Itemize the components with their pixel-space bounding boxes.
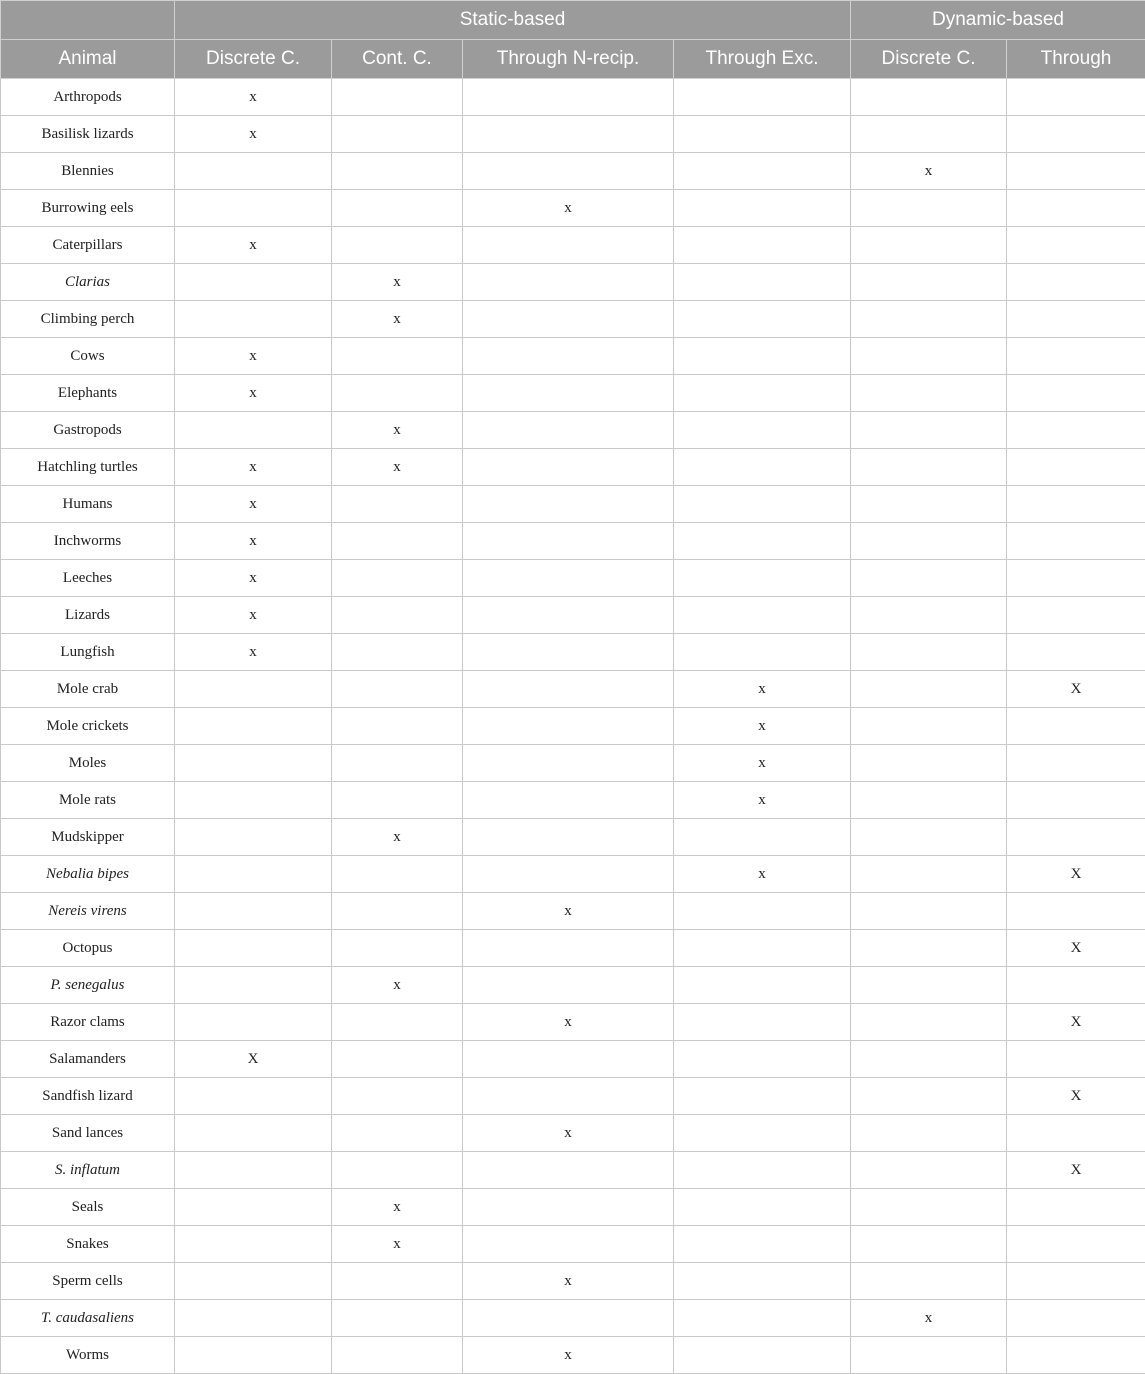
mark-cell [674,1115,851,1152]
mark-cell [332,1078,463,1115]
mark-cell [1007,153,1145,190]
mark-cell: x [332,301,463,338]
mark-cell [851,1152,1007,1189]
mark-cell: x [851,153,1007,190]
table-row [1,375,1145,412]
animal-cell: Mole rats [1,782,175,819]
mark-cell [463,782,674,819]
mark-cell: X [1007,671,1145,708]
mark-cell [1007,1263,1145,1300]
mark-cell [463,1226,674,1263]
animal-cell: Nebalia bipes [1,856,175,893]
table-row [1,1041,1145,1078]
animal-cell: Clarias [1,264,175,301]
mark-cell: x [674,745,851,782]
mark-cell [332,671,463,708]
mark-cell [851,893,1007,930]
table-row [1,449,1145,486]
mark-cell [851,856,1007,893]
animal-cell: Sand lances [1,1115,175,1152]
mark-cell [332,745,463,782]
table-row [1,782,1145,819]
mark-cell [851,375,1007,412]
mark-cell [851,412,1007,449]
mark-cell [674,486,851,523]
animal-cell: Salamanders [1,1041,175,1078]
mark-cell [1007,1300,1145,1337]
mark-cell [332,930,463,967]
animal-cell: Burrowing eels [1,190,175,227]
mark-cell [851,301,1007,338]
animal-cell: P. senegalus [1,967,175,1004]
mark-cell [332,856,463,893]
mark-cell [851,338,1007,375]
mark-cell [175,412,332,449]
mark-cell [463,264,674,301]
mark-cell [463,560,674,597]
mark-cell [1007,523,1145,560]
mark-cell [332,338,463,375]
mark-cell [851,79,1007,116]
mark-cell: x [851,1300,1007,1337]
mark-cell [851,745,1007,782]
mark-cell [1007,227,1145,264]
table-row [1,819,1145,856]
mark-cell [851,634,1007,671]
table-row [1,1004,1145,1041]
mark-cell [674,1041,851,1078]
mark-cell [1007,745,1145,782]
mark-cell [1007,1337,1145,1374]
animal-cell: Snakes [1,1226,175,1263]
mark-cell [851,967,1007,1004]
column-header-dynamic-through: Through [1007,40,1145,79]
mark-cell [332,782,463,819]
table-row [1,560,1145,597]
mark-cell [175,893,332,930]
table-row [1,745,1145,782]
mark-cell [332,634,463,671]
mark-cell: x [674,671,851,708]
table-row [1,1226,1145,1263]
mark-cell [463,708,674,745]
animal-cell: Lungfish [1,634,175,671]
mark-cell [1007,819,1145,856]
mark-cell [332,708,463,745]
mark-cell [1007,708,1145,745]
mark-cell [851,1189,1007,1226]
table-row [1,227,1145,264]
mark-cell [463,1300,674,1337]
mark-cell: x [332,449,463,486]
mark-cell [463,79,674,116]
mark-cell [674,301,851,338]
mark-cell [463,1189,674,1226]
mark-cell [1007,486,1145,523]
table-row [1,671,1145,708]
animal-cell: Elephants [1,375,175,412]
mark-cell [674,1337,851,1374]
mark-cell: x [463,1263,674,1300]
column-header-dynamic-discrete: Discrete C. [851,40,1007,79]
mark-cell: x [332,819,463,856]
mark-cell [463,412,674,449]
mark-cell [1007,264,1145,301]
animal-cell: Cows [1,338,175,375]
table-row [1,153,1145,190]
mark-cell [175,1189,332,1226]
mark-cell [851,523,1007,560]
mark-cell [851,597,1007,634]
animal-cell: Nereis virens [1,893,175,930]
mark-cell [1007,967,1145,1004]
mark-cell [1007,190,1145,227]
column-header-static-discrete: Discrete C. [175,40,332,79]
mark-cell: x [332,967,463,1004]
mark-cell: x [175,338,332,375]
mark-cell: X [1007,1004,1145,1041]
mark-cell: x [463,1337,674,1374]
column-header-through-excavation: Through Exc. [674,40,851,79]
column-header-through-nonreciprocal: Through N-recip. [463,40,674,79]
mark-cell [1007,338,1145,375]
mark-cell [851,708,1007,745]
mark-cell [332,1115,463,1152]
mark-cell [1007,1226,1145,1263]
table-row [1,116,1145,153]
mark-cell: x [463,893,674,930]
mark-cell [463,1152,674,1189]
mark-cell [175,1263,332,1300]
animal-cell: Lizards [1,597,175,634]
mark-cell [851,449,1007,486]
mark-cell [463,1078,674,1115]
mark-cell [332,597,463,634]
mark-cell [332,153,463,190]
animal-cell: Octopus [1,930,175,967]
mark-cell [674,264,851,301]
mark-cell [674,153,851,190]
mark-cell [674,1226,851,1263]
mark-cell [463,227,674,264]
mark-cell: x [175,116,332,153]
mark-cell [674,1152,851,1189]
mark-cell: X [1007,856,1145,893]
mark-cell: x [175,375,332,412]
mark-cell [1007,634,1145,671]
mark-cell [175,819,332,856]
mark-cell [1007,375,1145,412]
mark-cell [674,560,851,597]
mark-cell [175,930,332,967]
mark-cell [674,1078,851,1115]
mark-cell [332,893,463,930]
animal-cell: Climbing perch [1,301,175,338]
mark-cell [332,1004,463,1041]
mark-cell [175,1115,332,1152]
mark-cell [674,1263,851,1300]
mark-cell [1007,116,1145,153]
mark-cell [1007,79,1145,116]
table-row [1,79,1145,116]
mark-cell [851,930,1007,967]
mark-cell [175,1337,332,1374]
mark-cell: x [175,449,332,486]
mark-cell [851,671,1007,708]
table-row [1,338,1145,375]
mark-cell: X [1007,930,1145,967]
mark-cell [332,227,463,264]
mark-cell [332,190,463,227]
mark-cell [674,79,851,116]
mark-cell [1007,1115,1145,1152]
table-row [1,893,1145,930]
mark-cell: x [175,597,332,634]
mark-cell [674,893,851,930]
column-header-static-continuous: Cont. C. [332,40,463,79]
animal-cell: Basilisk lizards [1,116,175,153]
mark-cell [1007,782,1145,819]
mark-cell [175,1004,332,1041]
table-row [1,523,1145,560]
mark-cell [674,523,851,560]
mark-cell: x [674,708,851,745]
mark-cell [175,190,332,227]
table-row [1,1115,1145,1152]
mark-cell [175,856,332,893]
table-row [1,264,1145,301]
mark-cell: x [674,782,851,819]
animal-cell: Mole crab [1,671,175,708]
mark-cell [175,1226,332,1263]
mark-cell [332,79,463,116]
mark-cell [674,819,851,856]
mark-cell [332,375,463,412]
mark-cell [1007,597,1145,634]
mark-cell [463,671,674,708]
mark-cell [851,1041,1007,1078]
mark-cell: x [463,1115,674,1152]
table-row [1,856,1145,893]
animal-cell: Gastropods [1,412,175,449]
mark-cell [463,930,674,967]
mark-cell [463,338,674,375]
animal-cell: Razor clams [1,1004,175,1041]
group-header-static-based: Static-based [175,1,851,40]
mark-cell [175,1078,332,1115]
mark-cell [851,782,1007,819]
mark-cell [463,116,674,153]
mark-cell [1007,560,1145,597]
table-row [1,1078,1145,1115]
mark-cell [674,449,851,486]
mark-cell: x [332,1226,463,1263]
mark-cell [463,1041,674,1078]
mark-cell [463,375,674,412]
table-row [1,708,1145,745]
mark-cell [674,375,851,412]
mark-cell [332,1041,463,1078]
mark-cell: x [175,79,332,116]
mark-cell: x [463,1004,674,1041]
mark-cell [175,782,332,819]
mark-cell [1007,893,1145,930]
mark-cell: x [175,523,332,560]
table-row [1,634,1145,671]
mark-cell [851,1115,1007,1152]
mark-cell: x [332,412,463,449]
mark-cell [674,1300,851,1337]
mark-cell [851,1337,1007,1374]
mark-cell: x [175,227,332,264]
mark-cell [332,486,463,523]
animal-cell: Mudskipper [1,819,175,856]
mark-cell [463,819,674,856]
column-header-animal: Animal [1,40,175,79]
mark-cell [674,190,851,227]
mark-cell [463,856,674,893]
mark-cell [463,301,674,338]
animal-cell: T. caudasaliens [1,1300,175,1337]
mark-cell: x [674,856,851,893]
table-row [1,1189,1145,1226]
mark-cell [851,1226,1007,1263]
mark-cell [1007,449,1145,486]
mark-cell [1007,1041,1145,1078]
animal-cell: Leeches [1,560,175,597]
table-row [1,930,1145,967]
mark-cell [851,819,1007,856]
animal-cell: Moles [1,745,175,782]
mark-cell [674,227,851,264]
mark-cell [463,597,674,634]
mark-cell [674,930,851,967]
mark-cell: x [332,1189,463,1226]
mark-cell [175,1300,332,1337]
mark-cell [463,745,674,782]
mark-cell [463,967,674,1004]
mark-cell [851,227,1007,264]
mark-cell [851,1078,1007,1115]
mark-cell [674,597,851,634]
mark-cell [332,1300,463,1337]
mark-cell [463,486,674,523]
mark-cell [674,116,851,153]
mark-cell [463,153,674,190]
mark-cell [851,190,1007,227]
mark-cell [1007,301,1145,338]
group-header-blank [1,1,175,40]
mark-cell: X [1007,1152,1145,1189]
mark-cell: x [332,264,463,301]
mark-cell [463,634,674,671]
animal-cell: Worms [1,1337,175,1374]
table-row [1,1337,1145,1374]
mark-cell [674,1189,851,1226]
mark-cell [175,671,332,708]
animal-cell: Arthropods [1,79,175,116]
table-row [1,412,1145,449]
mark-cell [332,1263,463,1300]
mark-cell [332,1152,463,1189]
mark-cell [674,634,851,671]
animal-cell: Mole crickets [1,708,175,745]
mark-cell [1007,1189,1145,1226]
table-row [1,301,1145,338]
animal-cell: Humans [1,486,175,523]
mark-cell [851,116,1007,153]
mark-cell: X [1007,1078,1145,1115]
group-header-dynamic-based: Dynamic-based [851,1,1145,40]
mark-cell [332,1337,463,1374]
mark-cell [851,1263,1007,1300]
mark-cell: x [175,486,332,523]
animal-cell: Sandfish lizard [1,1078,175,1115]
animal-cell: Inchworms [1,523,175,560]
table-row [1,597,1145,634]
animal-cell: S. inflatum [1,1152,175,1189]
mark-cell [851,264,1007,301]
mark-cell [463,449,674,486]
column-header-row [1,40,1145,79]
table-body [1,79,1145,1374]
mark-cell [175,967,332,1004]
animal-cell: Seals [1,1189,175,1226]
mark-cell [674,412,851,449]
table-row [1,967,1145,1004]
mark-cell: x [463,190,674,227]
mark-cell [851,1004,1007,1041]
table-row [1,486,1145,523]
mark-cell [332,560,463,597]
mark-cell [175,708,332,745]
animal-cell: Hatchling turtles [1,449,175,486]
mark-cell [463,523,674,560]
mark-cell [175,1152,332,1189]
mark-cell [332,116,463,153]
table-row [1,1152,1145,1189]
animal-cell: Sperm cells [1,1263,175,1300]
mark-cell [1007,412,1145,449]
table-row [1,1263,1145,1300]
mark-cell [332,523,463,560]
mark-cell [175,301,332,338]
mark-cell: X [175,1041,332,1078]
mark-cell [175,153,332,190]
animal-cell: Caterpillars [1,227,175,264]
mark-cell: x [175,560,332,597]
mark-cell [674,967,851,1004]
mark-cell [851,486,1007,523]
group-header-row [1,1,1145,40]
table-row [1,1300,1145,1337]
mark-cell [175,264,332,301]
mark-cell [674,338,851,375]
mark-cell: x [175,634,332,671]
mark-cell [851,560,1007,597]
mark-cell [674,1004,851,1041]
mark-cell [175,745,332,782]
table-row [1,190,1145,227]
animal-cell: Blennies [1,153,175,190]
